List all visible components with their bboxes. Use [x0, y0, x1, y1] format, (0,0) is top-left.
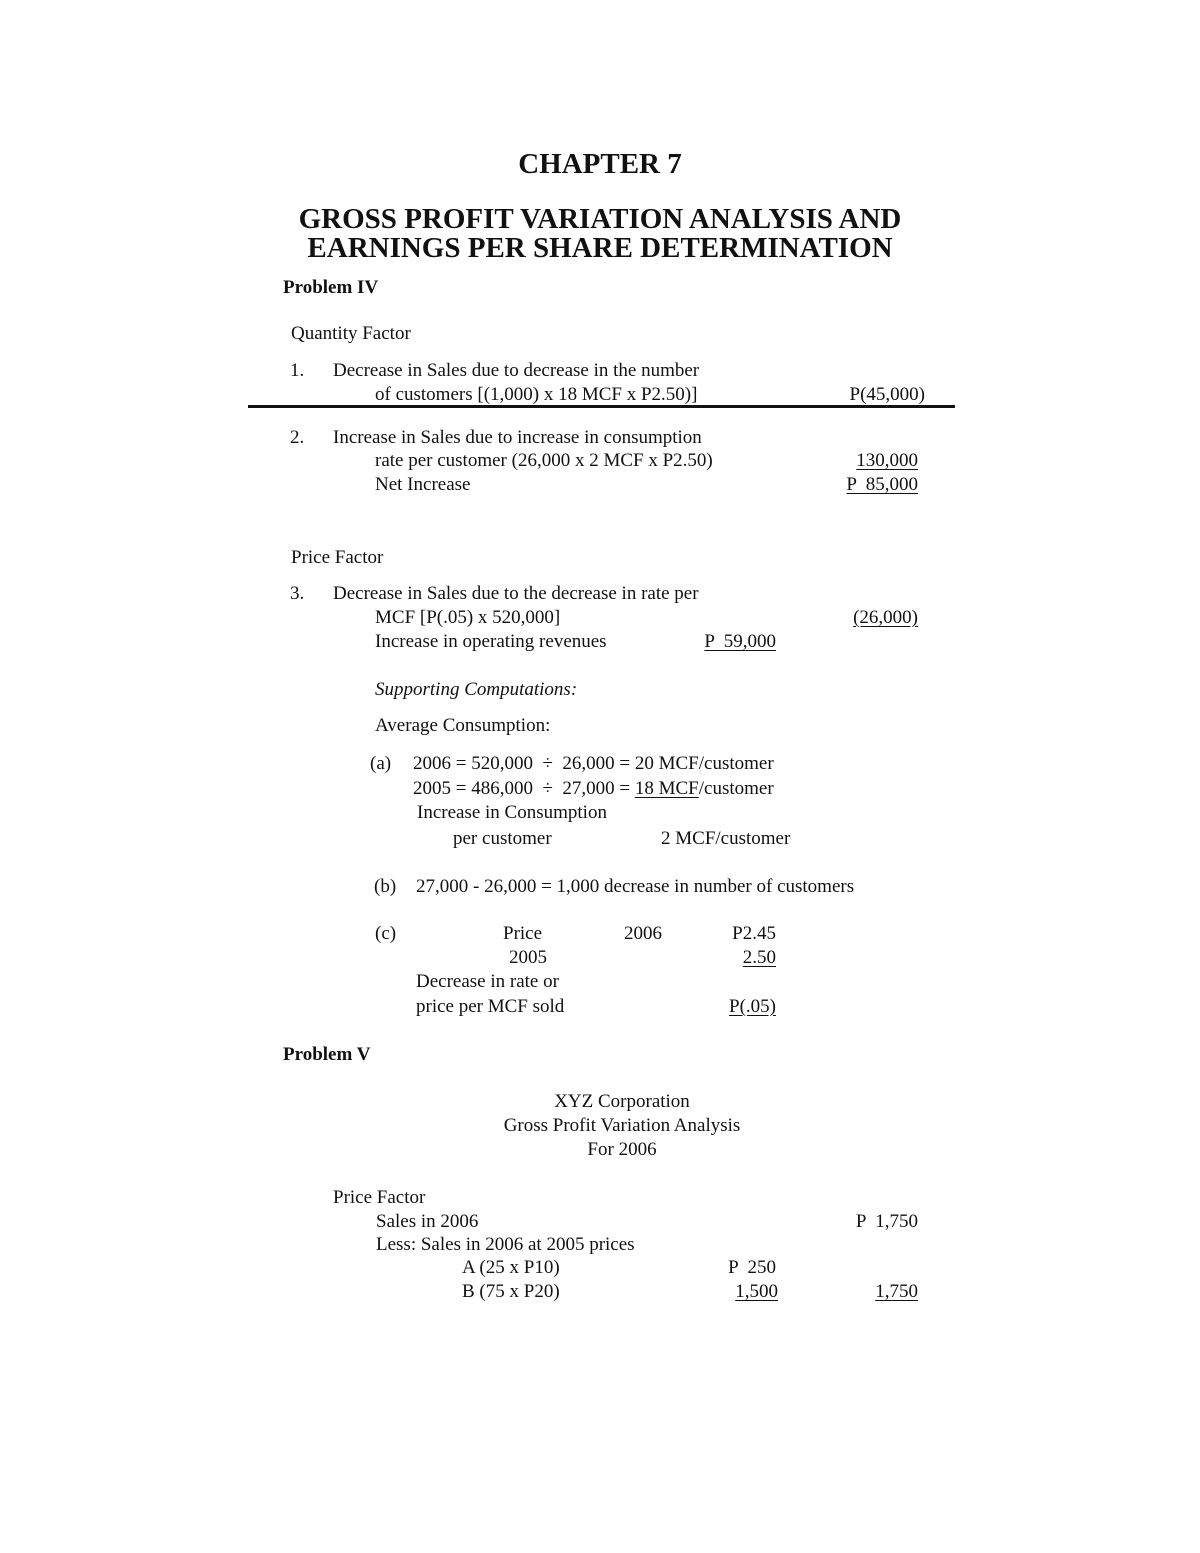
computation-c-decrease-line2: price per MCF sold — [416, 996, 565, 1017]
computation-c-price: Price — [503, 923, 543, 944]
quantity-factor-heading: Quantity Factor — [291, 323, 411, 344]
problem-iv-heading: Problem IV — [283, 277, 379, 298]
report-period: For 2006 — [587, 1139, 657, 1160]
item-number: 1. — [290, 360, 305, 381]
item1-amount: P(45,000) — [849, 384, 925, 405]
item3-amount: (26,000) — [853, 607, 918, 628]
computation-a-label: (a) — [370, 753, 392, 774]
item2-line1: Increase in Sales due to increase in consumption — [333, 427, 702, 448]
computation-a-line2-underlined: 18 MCF — [634, 778, 699, 799]
item2-line2: rate per customer (26,000 x 2 MCF x P2.50) — [375, 450, 713, 471]
less-total-amount: 1,750 — [875, 1281, 918, 1302]
item-number: 2. — [290, 427, 305, 448]
company-name: XYZ Corporation — [554, 1091, 690, 1112]
item3-line1: Decrease in Sales due to the decrease in rate per — [333, 583, 699, 604]
computation-c-year-2005: 2005 — [509, 947, 547, 968]
item1-line1: Decrease in Sales due to decrease in the number — [333, 360, 700, 381]
supporting-computations-heading: Supporting Computations: — [375, 679, 578, 700]
product-b-amount: 1,500 — [735, 1281, 778, 1302]
net-increase-amount: P 85,000 — [846, 474, 918, 495]
computation-c-value-2005: 2.50 — [742, 947, 776, 968]
item1-line2: of customers [(1,000) x 18 MCF x P2.50)] — [375, 384, 698, 405]
sales-2006-amount: P 1,750 — [855, 1211, 918, 1232]
sales-2006-label: Sales in 2006 — [376, 1211, 479, 1232]
computation-b-label: (b) — [374, 876, 397, 897]
computation-a-line4-label: per customer — [453, 828, 552, 849]
product-b-label: B (75 x P20) — [462, 1281, 560, 1302]
problem-v-price-factor: Price Factor — [333, 1187, 426, 1208]
item-number: 3. — [290, 583, 305, 604]
increase-revenues-label: Increase in operating revenues — [375, 631, 607, 652]
less-sales-label: Less: Sales in 2006 at 2005 prices — [376, 1234, 635, 1255]
product-a-amount: P 250 — [728, 1257, 776, 1278]
problem-v-heading: Problem V — [283, 1044, 371, 1065]
report-title: Gross Profit Variation Analysis — [503, 1115, 741, 1136]
computation-a-line1: 2006 = 520,000 ÷ 26,000 = 20 MCF/customer — [413, 753, 774, 774]
computation-c-decrease-line1: Decrease in rate or — [416, 971, 559, 992]
computation-a-line2 — [413, 779, 774, 798]
item3-line2: MCF [P(.05) x 520,000] — [375, 607, 561, 628]
computation-c-decrease-value: P(.05) — [729, 996, 776, 1017]
product-a-label: A (25 x P10) — [462, 1257, 560, 1278]
computation-a-line3: Increase in Consumption — [417, 802, 607, 823]
computation-b-text: 27,000 - 26,000 = 1,000 decrease in number of customers — [416, 876, 855, 897]
increase-revenues-amount: P 59,000 — [704, 631, 776, 652]
item2-amount: 130,000 — [856, 450, 918, 471]
horizontal-rule — [248, 405, 955, 408]
computation-a-line2-post: /customer — [698, 778, 774, 799]
title-line-2: EARNINGS PER SHARE DETERMINATION — [307, 232, 893, 264]
computation-c-year-2006: 2006 — [624, 923, 662, 944]
title-line-1: GROSS PROFIT VARIATION ANALYSIS AND — [298, 203, 902, 235]
computation-a-line2-pre: 2005 = 486,000 ÷ 27,000 = — [413, 778, 635, 799]
computation-c-label: (c) — [375, 923, 397, 944]
chapter-heading: CHAPTER 7 — [518, 148, 682, 180]
average-consumption-heading: Average Consumption: — [375, 715, 551, 736]
price-factor-heading: Price Factor — [291, 547, 384, 568]
computation-a-line4-value: 2 MCF/customer — [661, 828, 791, 849]
computation-c-value-2006: P2.45 — [732, 923, 776, 944]
net-increase-label: Net Increase — [375, 474, 471, 495]
